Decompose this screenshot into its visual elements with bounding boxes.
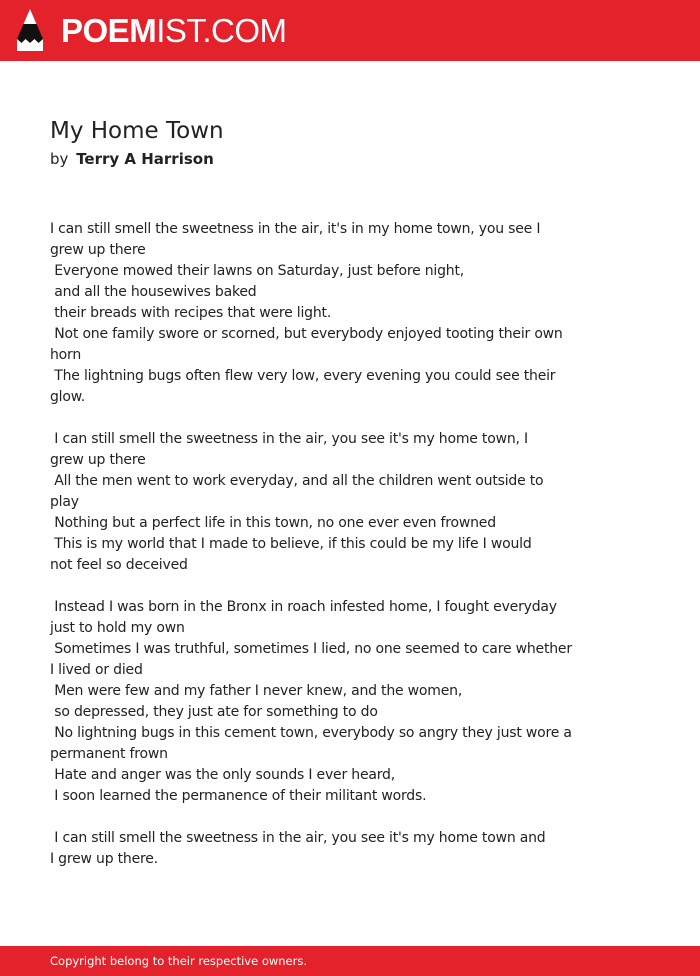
poem-body: I can still smell the sweetness in the air, it's in my home town, you see I grew up there Everyone mowed their lawns on Saturday, just before night, and all the housewives baked their breads with recipes that were light. Not one family swore or scorned, but everybody enjoyed tooting their own horn The lightning bugs often flew very low, every evening you could see their glow. I can still smell the sweetness in the air, you see it's my home town, I grew up there All the men went to work everyday, and all the children went outside to play Nothing but a perfect life in this town, no one ever even frowned This is my world that I made to believe, if this could be my life I would not feel so deceived Instead I was born in the Bronx in roach infested home, I fought everyday just to hold my own Sometimes I was truthful, sometimes I lied, no one seemed to care whether I lived or died Men were few and my father I never knew, and the women, so depressed, they just ate for something to do No lightning bugs in this cement town, everybody so angry they just wore a permanent frown Hate and anger was the only sounds I ever heard, I soon learned the permanence of their militant words. I can still smell the sweetness in the air, you see it's my home town and I grew up there. <box>50 221 572 867</box>
brand-light: IST.COM <box>156 12 287 49</box>
by-label: by <box>50 150 69 168</box>
site-header <box>0 0 700 61</box>
byline <box>50 149 214 169</box>
pencil-tip-icon[interactable] <box>17 9 43 51</box>
poem-title: My Home Town <box>50 118 224 144</box>
author-name: Terry A Harrison <box>76 150 214 168</box>
copyright-notice: Copyright belong to their respective owners. <box>50 954 308 968</box>
site-logo-text[interactable] <box>61 11 287 51</box>
site-footer <box>0 946 700 976</box>
brand-bold: POEM <box>61 12 157 49</box>
